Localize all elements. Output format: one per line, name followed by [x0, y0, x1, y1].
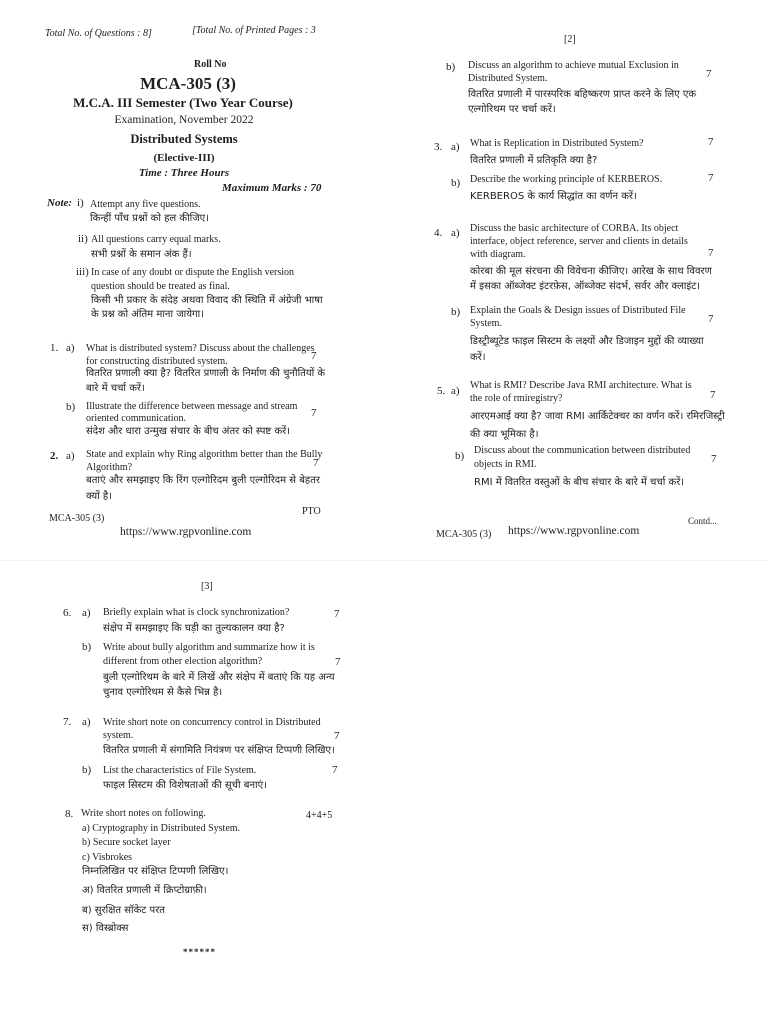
q4a-hindi-1: कोरबा की मूल संरचना की विवेचना कीजिए। आरेख के साथ विवरण: [470, 266, 712, 277]
q8-hindi: निम्नलिखित पर संक्षिप्त टिप्पणी लिखिए।: [82, 866, 229, 877]
elective-title: (Elective-III): [153, 152, 215, 164]
q1a-marks: 7: [311, 350, 317, 362]
q1a-text-2: for constructing distributed system.: [86, 356, 228, 367]
q7a-hindi: वितरित प्रणाली में संगामिति नियंत्रण पर संक्षिप्त टिप्पणी लिखिए।: [103, 745, 335, 756]
q8-item-a: a) Cryptography in Distributed System.: [82, 823, 241, 834]
q5b-text-1: Discuss about the communication between distributed: [474, 445, 691, 456]
q5-number: 5.: [437, 385, 446, 397]
q3-number: 3.: [434, 141, 443, 153]
page2-number: [2]: [564, 34, 576, 45]
q4a-text-1: Discuss the basic architecture of CORBA. Its object: [470, 223, 679, 234]
q1b-label: b): [66, 401, 76, 413]
q5a-text-2: the role of rmiregistry?: [470, 393, 563, 404]
q8-item-c: c) Visbrokes: [82, 852, 133, 863]
q6a-text: Briefly explain what is clock synchronization?: [103, 607, 290, 618]
note-iii-number: iii): [76, 266, 89, 278]
note-ii-hindi: सभी प्रश्नों के समान अंक हैं।: [91, 249, 192, 260]
q5a-label: a): [451, 385, 460, 397]
page1-footer-code: MCA-305 (3): [49, 513, 105, 524]
q2-number: 2.: [50, 450, 59, 462]
course-title: M.C.A. III Semester (Two Year Course): [73, 95, 293, 110]
note-iii-text-1: In case of any doubt or dispute the English version: [91, 267, 295, 278]
q5b-text-2: objects in RMI.: [474, 459, 537, 470]
page3-number: [3]: [201, 581, 213, 592]
q6b-text-2: different from other election algorithm?: [103, 656, 263, 667]
q4a-text-2: interface, object reference, server and clients in details: [470, 236, 688, 247]
q8-hindi-item-c: स) विस्ब्रोक्स: [82, 923, 129, 934]
q1b-text-1: Illustrate the difference between message and stream: [86, 401, 298, 412]
q1a-label: a): [66, 342, 75, 354]
q3a-hindi: वितरित प्रणाली में प्रतिकृति क्या है?: [470, 155, 598, 166]
q2a-marks: 7: [313, 457, 319, 469]
q2b-text-2: Distributed System.: [468, 73, 548, 84]
time-label: Time : Three Hours: [138, 167, 230, 179]
q4a-label: a): [451, 227, 460, 239]
q7b-hindi: फाइल सिस्टम की विशेषताओं की सूची बनाएं।: [103, 780, 267, 791]
q4b-text-1: Explain the Goals & Design issues of Distributed File: [470, 305, 686, 316]
q6-number: 6.: [63, 607, 72, 619]
q4a-marks: 7: [708, 247, 714, 259]
roll-no: Roll No: [194, 59, 227, 70]
q5a-hindi-1: आरएमआई क्या है? जावा RMI आर्किटेक्चर का वर्णन करें। रमिरजिस्ट्री: [470, 411, 725, 422]
q6a-hindi: संक्षेप में समझाइए कि घड़ी का तुल्यकालन क्या है?: [103, 623, 285, 634]
contd-label: Contd...: [688, 516, 717, 526]
q4a-text-3: with diagram.: [470, 249, 526, 260]
exam-title: Examination, November 2022: [114, 114, 254, 126]
q2a-label: a): [66, 450, 75, 462]
q2a-hindi-1: बताएं और समझाइए कि रिंग एल्गोरिदम बुली एल्गोरिदम से बेहतर: [86, 475, 320, 486]
note-ii-text: All questions carry equal marks.: [91, 234, 221, 245]
q4b-hindi-1: डिस्ट्रीब्यूटेड फाइल सिस्टम के लक्ष्यों और डिजाइन मुद्दों की व्याख्या: [470, 336, 704, 347]
q3a-text: What is Replication in Distributed System?: [470, 138, 644, 149]
q2a-text-2: Algorithm?: [86, 462, 133, 473]
q6b-label: b): [82, 641, 92, 653]
q3b-marks: 7: [708, 172, 714, 184]
note-iii-text-2: question should be treated as final.: [91, 281, 230, 292]
q4b-marks: 7: [708, 313, 714, 325]
q6b-marks: 7: [335, 656, 341, 668]
q3a-marks: 7: [708, 136, 714, 148]
q7a-label: a): [82, 716, 91, 728]
note-i-text: Attempt any five questions.: [90, 199, 201, 210]
end-marker: ******: [183, 947, 216, 957]
q8-hindi-item-a: अ) वितरित प्रणाली में क्रिप्टोग्राफ़ी।: [82, 885, 207, 896]
q1b-hindi: संदेश और धारा उन्मुख संचार के बीच अंतर को स्पष्ट करें।: [86, 426, 291, 437]
q8-hindi-item-b: ब) सुरक्षित सॉकेट परत: [82, 905, 165, 916]
q5b-marks: 7: [711, 453, 717, 465]
q1b-text-2: oriented communication.: [86, 413, 186, 424]
q2a-text-1: State and explain why Ring algorithm better than the Bully: [86, 449, 323, 460]
q6b-text-1: Write about bully algorithm and summarize how it is: [103, 642, 315, 653]
q3b-label: b): [451, 177, 461, 189]
page2-footer-code: MCA-305 (3): [436, 529, 492, 540]
subject-title: Distributed Systems: [130, 132, 238, 146]
q1-number: 1.: [50, 342, 59, 354]
page-divider: [0, 560, 768, 561]
q7b-marks: 7: [332, 764, 338, 776]
q7b-label: b): [82, 764, 92, 776]
q3b-hindi: KERBEROS के कार्य सिद्धांत का वर्णन करें।: [470, 191, 637, 202]
note-i-number: i): [77, 197, 84, 209]
pto-label: PTO: [302, 506, 321, 517]
q4-number: 4.: [434, 227, 443, 239]
q6b-hindi-1: बुली एल्गोरिथम के बारे में लिखें और संक्षेप में बताएं कि यह अन्य: [103, 672, 335, 683]
q7a-text-1: Write short note on concurrency control in Distributed: [103, 717, 321, 728]
note-label: Note:: [47, 197, 73, 209]
q1b-marks: 7: [311, 407, 317, 419]
q7a-text-2: system.: [103, 730, 134, 741]
max-marks: Maximum Marks : 70: [222, 182, 322, 194]
note-iii-hindi-2: के प्रश्न को अंतिम माना जायेगा।: [91, 309, 205, 320]
note-ii-number: ii): [78, 233, 88, 245]
q6a-label: a): [82, 607, 91, 619]
q5b-hindi: RMI में वितरित वस्तुओं के बीच संचार के बारे में चर्चा करें।: [474, 477, 685, 488]
note-i-hindi: किन्हीं पाँच प्रश्नों को हल कीजिए।: [90, 213, 209, 224]
page2-url: https://www.rgpvonline.com: [508, 525, 640, 537]
q5a-marks: 7: [710, 389, 716, 401]
q8-item-b: b) Secure socket layer: [82, 837, 171, 848]
q4b-label: b): [451, 306, 461, 318]
page1-url: https://www.rgpvonline.com: [120, 526, 252, 538]
q1a-hindi-1: वितरित प्रणाली क्या है? वितरित प्रणाली के निर्माण की चुनौतियों के: [86, 368, 326, 379]
q4b-hindi-2: करें।: [470, 352, 486, 363]
q4b-text-2: System.: [470, 318, 502, 329]
q8-text: Write short notes on following.: [81, 808, 206, 819]
q1a-hindi-2: बारे में चर्चा करें।: [86, 383, 145, 394]
q2b-marks: 7: [706, 68, 712, 80]
q3b-text: Describe the working principle of KERBEROS.: [470, 174, 663, 185]
note-iii-hindi-1: किसी भी प्रकार के संदेह अथवा विवाद की स्थिति में अंग्रेजी भाषा: [91, 295, 323, 306]
q4a-hindi-2: में इसका ऑब्जेक्ट इंटरफ़ेस, ऑब्जेक्ट संदर्भ, सर्वर और क्लाइंट।: [470, 281, 701, 292]
q3a-label: a): [451, 141, 460, 153]
q2b-label: b): [446, 61, 456, 73]
q5a-hindi-2: की क्या भूमिका है।: [470, 429, 539, 440]
q5b-label: b): [455, 450, 465, 462]
q7-number: 7.: [63, 716, 72, 728]
q2a-hindi-2: क्यों है।: [86, 491, 113, 502]
total-pages: [Total No. of Printed Pages : 3: [192, 25, 316, 36]
q5a-text-1: What is RMI? Describe Java RMI architecture. What is: [470, 380, 692, 391]
q8-number: 8.: [65, 808, 74, 820]
q2b-text-1: Discuss an algorithm to achieve mutual Exclusion in: [468, 60, 679, 71]
q1a-text-1: What is distributed system? Discuss about the challenges: [86, 343, 315, 354]
q6a-marks: 7: [334, 608, 340, 620]
q2b-hindi-2: एल्गोरिथम पर चर्चा करें।: [468, 104, 556, 115]
q6b-hindi-2: चुनाव एल्गोरिथम से कैसे भिन्न है।: [103, 687, 223, 698]
q8-marks: 4+4+5: [306, 810, 333, 821]
total-questions: Total No. of Questions : 8]: [45, 28, 152, 39]
q7a-marks: 7: [334, 730, 340, 742]
paper-code: MCA-305 (3): [140, 74, 236, 93]
q2b-hindi-1: वितरित प्रणाली में पारस्परिक बहिष्करण प्राप्त करने के लिए एक: [468, 89, 697, 100]
q7b-text: List the characteristics of File System.: [103, 765, 257, 776]
